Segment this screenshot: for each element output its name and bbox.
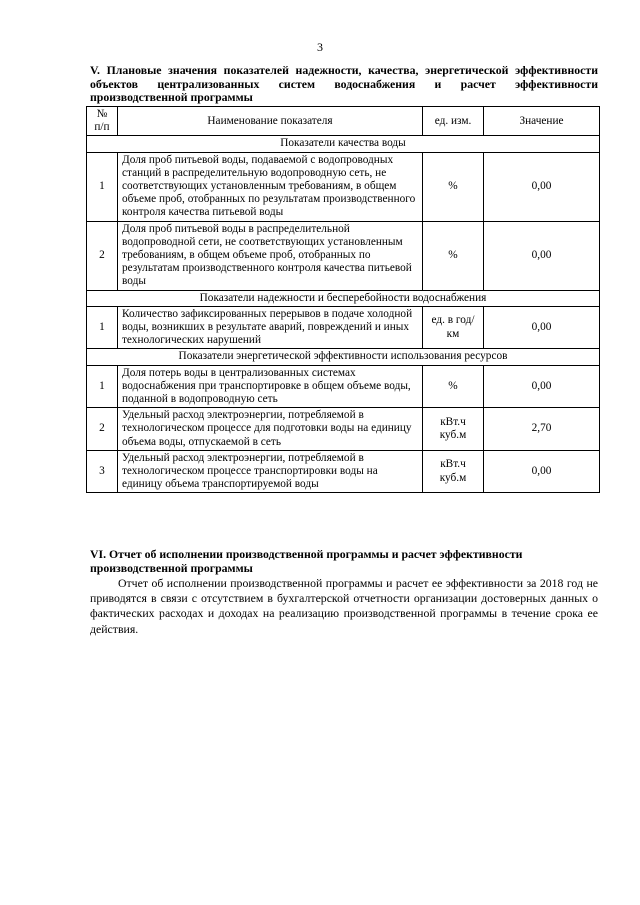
table-row (87, 306, 600, 349)
page-number: 3 (317, 40, 323, 54)
group-row-energy (87, 349, 600, 365)
header-name: Наименование показателя (118, 107, 423, 136)
row-unit: % (423, 221, 484, 290)
row-value: 2,70 (484, 408, 600, 451)
header-num: № п/п (87, 107, 118, 136)
row-value: 0,00 (484, 450, 600, 493)
row-num: 2 (87, 221, 118, 290)
group-title: Показатели надежности и бесперебойности водоснабжения (87, 290, 600, 306)
table-row (87, 408, 600, 451)
row-num: 1 (87, 365, 118, 408)
indicators-table (86, 106, 600, 493)
group-row-reliability (87, 290, 600, 306)
section-5-title: V. Плановые значения показателей надежности, качества, энергетической эффективности объектов централизованных систем водоснабжения и расчет эффективности производственной программы (90, 63, 598, 104)
header-unit: ед. изм. (423, 107, 484, 136)
table-row (87, 221, 600, 290)
row-unit: ед. в год/ км (423, 306, 484, 349)
row-num: 2 (87, 408, 118, 451)
group-title: Показатели энергетической эффективности использования ресурсов (87, 349, 600, 365)
row-name: Количество зафиксированных перерывов в подаче холодной воды, возникших в результате аварий, повреждений и иных технологических нарушений (118, 306, 423, 349)
section-6-text: Отчет об исполнении производственной программы и расчет ее эффективности за 2018 год не приводятся в связи с отсутствием в бухгалтерской отчетности организации достоверных данных о фактических расходах и доходах на реализацию производственной программы в течение срока ее действия. (90, 576, 598, 636)
row-value: 0,00 (484, 221, 600, 290)
row-unit: % (423, 152, 484, 221)
row-unit: % (423, 365, 484, 408)
row-num: 1 (87, 152, 118, 221)
row-value: 0,00 (484, 365, 600, 408)
row-name: Удельный расход электроэнергии, потребляемой в технологическом процессе транспортировки воды на единицу объема транспортируемой воды (118, 450, 423, 493)
row-name: Доля потерь воды в централизованных системах водоснабжения при транспортировке в общем объеме воды, поданной в водопроводную сеть (118, 365, 423, 408)
table-row (87, 450, 600, 493)
row-value: 0,00 (484, 306, 600, 349)
table-row (87, 365, 600, 408)
table-row (87, 152, 600, 221)
row-value: 0,00 (484, 152, 600, 221)
row-name: Удельный расход электроэнергии, потребляемой в технологическом процессе для подготовки воды на единицу объема воды, отпускаемой в сеть (118, 408, 423, 451)
row-name: Доля проб питьевой воды в распределительной водопроводной сети, не соответствующих установленным требованиям, в общем объеме проб, отобранных по результатам производственного контроля качества питьевой воды (118, 221, 423, 290)
section-6-title: VI. Отчет об исполнении производственной программы и расчет эффективности производственной программы (90, 547, 523, 575)
row-num: 1 (87, 306, 118, 349)
header-value: Значение (484, 107, 600, 136)
group-title: Показатели качества воды (87, 136, 600, 152)
row-unit: кВт.ч куб.м (423, 450, 484, 493)
row-unit: кВт.ч куб.м (423, 408, 484, 451)
table-header-row (87, 107, 600, 136)
row-num: 3 (87, 450, 118, 493)
row-name: Доля проб питьевой воды, подаваемой с водопроводных станций в распределительную водопроводную сеть, не соответствующих установленным требованиям, в общем объеме проб, отобранных по результатам производственного контроля качества питьевой воды (118, 152, 423, 221)
group-row-quality (87, 136, 600, 152)
